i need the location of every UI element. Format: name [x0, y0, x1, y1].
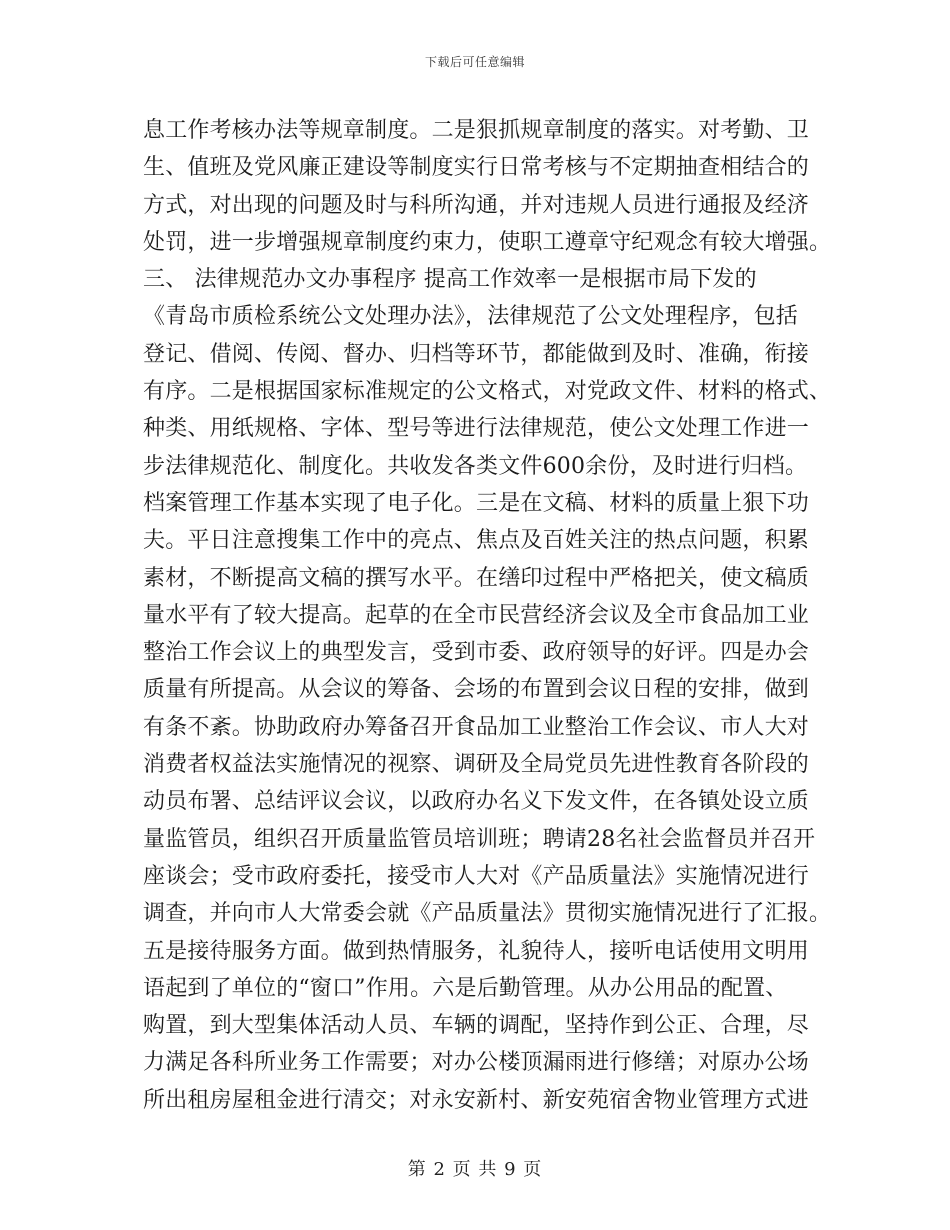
body-line: 方式，对出现的问题及时与科所沟通，并对违规人员进行通报及经济 — [143, 192, 810, 218]
body-line: 所出租房屋租金进行清交；对永安新村、新安苑宿舍物业管理方式进 — [143, 1087, 810, 1113]
body-line: 语起到了单位的“窗口”作用。六是后勤管理。从办公用品的配置、 — [143, 975, 788, 1001]
body-line: 座谈会；受市政府委托，接受市人大对《产品质量法》实施情况进行 — [143, 863, 810, 889]
body-line: 整治工作会议上的典型发言，受到市委、政府领导的好评。四是办会 — [143, 640, 810, 666]
body-line: 《青岛市质检系统公文处理办法》，法律规范了公文处理程序，包括 — [143, 304, 799, 330]
document-body — [143, 112, 832, 1119]
body-line: 量监管员，组织召开质量监管员培训班；聘请28名社会监督员并召开 — [143, 826, 816, 852]
body-line: 息工作考核办法等规章制度。二是狠抓规章制度的落实。对考勤、卫 — [143, 118, 810, 143]
body-line: 处罚，进一步增强规章制度约束力，使职工遵章守纪观念有较大增强。 — [143, 229, 832, 255]
body-line: 种类、用纸规格、字体、型号等进行法律规范，使公文处理工作进一 — [143, 416, 810, 442]
body-line: 有条不紊。协助政府办筹备召开食品加工业整治工作会议、市人大对 — [143, 714, 810, 740]
body-line: 五是接待服务方面。做到热情服务，礼貌待人，接听电话使用文明用 — [143, 938, 810, 964]
body-line: 力满足各科所业务工作需要；对办公楼顶漏雨进行修缮；对原办公场 — [143, 1050, 810, 1076]
body-line: 生、值班及党风廉正建设等制度实行日常考核与不定期抽查相结合的 — [143, 155, 810, 181]
section-heading-line: 三、 法律规范办文办事程序 提高工作效率一是根据市局下发的 — [143, 267, 757, 293]
page-header: 下载后可任意编辑 — [424, 55, 525, 69]
body-line: 动员布署、总结评议会议，以政府办名义下发文件，在各镇处设立质 — [143, 789, 810, 815]
body-line: 步法律规范化、制度化。共收发各类文件600余份，及时进行归档。 — [143, 453, 808, 479]
body-line: 调查，并向市人大常委会就《产品质量法》贯彻实施情况进行了汇报。 — [143, 901, 832, 927]
body-line: 有序。二是根据国家标准规定的公文格式，对党政文件、材料的格式、 — [143, 379, 832, 405]
body-line: 夫。平日注意搜集工作中的亮点、焦点及百姓关注的热点问题，积累 — [143, 528, 810, 554]
body-line: 档案管理工作基本实现了电子化。三是在文稿、材料的质量上狠下功 — [143, 490, 810, 516]
body-line: 购置，到大型集体活动人员、车辆的调配，坚持作到公正、合理，尽 — [143, 1013, 810, 1039]
body-line: 量水平有了较大提高。起草的在全市民营经济会议及全市食品加工业 — [143, 602, 810, 628]
body-line: 质量有所提高。从会议的筹备、会场的布置到会议日程的安排，做到 — [143, 677, 810, 703]
page-footer: 第 2 页 共 9 页 — [407, 1159, 543, 1180]
body-line: 消费者权益法实施情况的视察、调研及全局党员先进性教育各阶段的 — [143, 752, 810, 778]
body-line: 素材，不断提高文稿的撰写水平。在缮印过程中严格把关，使文稿质 — [143, 565, 810, 591]
body-line: 登记、借阅、传阅、督办、归档等环节，都能做到及时、准确，衔接 — [143, 341, 810, 367]
